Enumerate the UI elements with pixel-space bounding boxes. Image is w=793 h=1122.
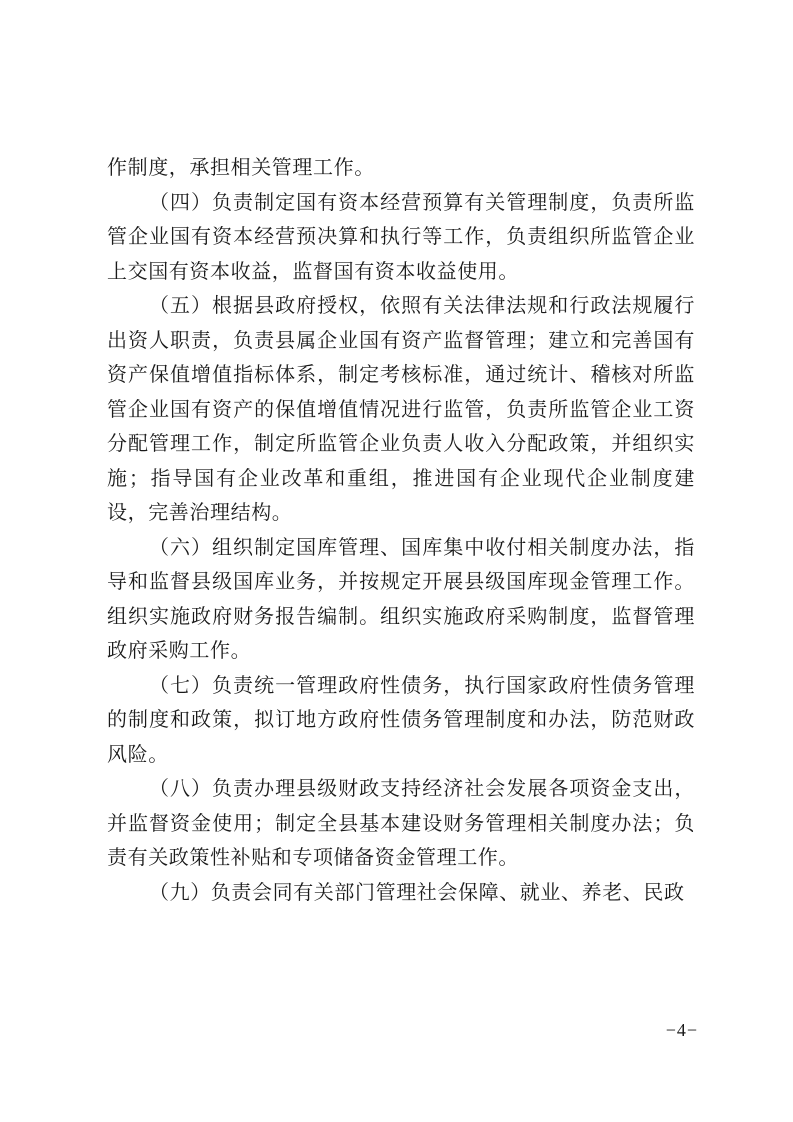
paragraph-item-6: （六）组织制定国库管理、国库集中收付相关制度办法，指导和监督县级国库业务，并按规定开展县级国库现金管理工作。组织实施政府财务报告编制。组织实施政府采购制度，监督管理政府采购工作。 [107, 534, 695, 662]
page-number: −4− [665, 1020, 698, 1040]
paragraph-item-4: （四）负责制定国有资本经营预算有关管理制度，负责所监管企业国有资本经营预决算和执行等工作，负责组织所监管企业上交国有资本收益，监督国有资本收益使用。 [107, 189, 695, 283]
paragraph-item-9: （九）负责会同有关部门管理社会保障、就业、养老、民政 [149, 879, 685, 904]
paragraph-item-7: （七）负责统一管理政府性债务，执行国家政府性债务管理的制度和政策，拟订地方政府性债务管理制度和办法，防范财政风险。 [107, 672, 695, 766]
paragraph-continuation: 作制度，承担相关管理工作。 [107, 155, 375, 179]
paragraph-item-5: （五）根据县政府授权，依照有关法律法规和行政法规履行出资人职责，负责县属企业国有资产监督管理；建立和完善国有资产保值增值指标体系，制定考核标准，通过统计、稽核对所监管企业国有资产的保值增值情况进行监管，负责所监管企业工资分配管理工作，制定所监管企业负责人收入分配政策，并组织实施；指导国有企业改革和重组，推进国有企业现代企业制度建设，完善治理结构。 [107, 293, 695, 524]
paragraph-item-8: （八）负责办理县级财政支持经济社会发展各项资金支出，并监督资金使用；制定全县基本建设财务管理相关制度办法；负责有关政策性补贴和专项储备资金管理工作。 [107, 776, 695, 869]
document-body [107, 150, 695, 909]
